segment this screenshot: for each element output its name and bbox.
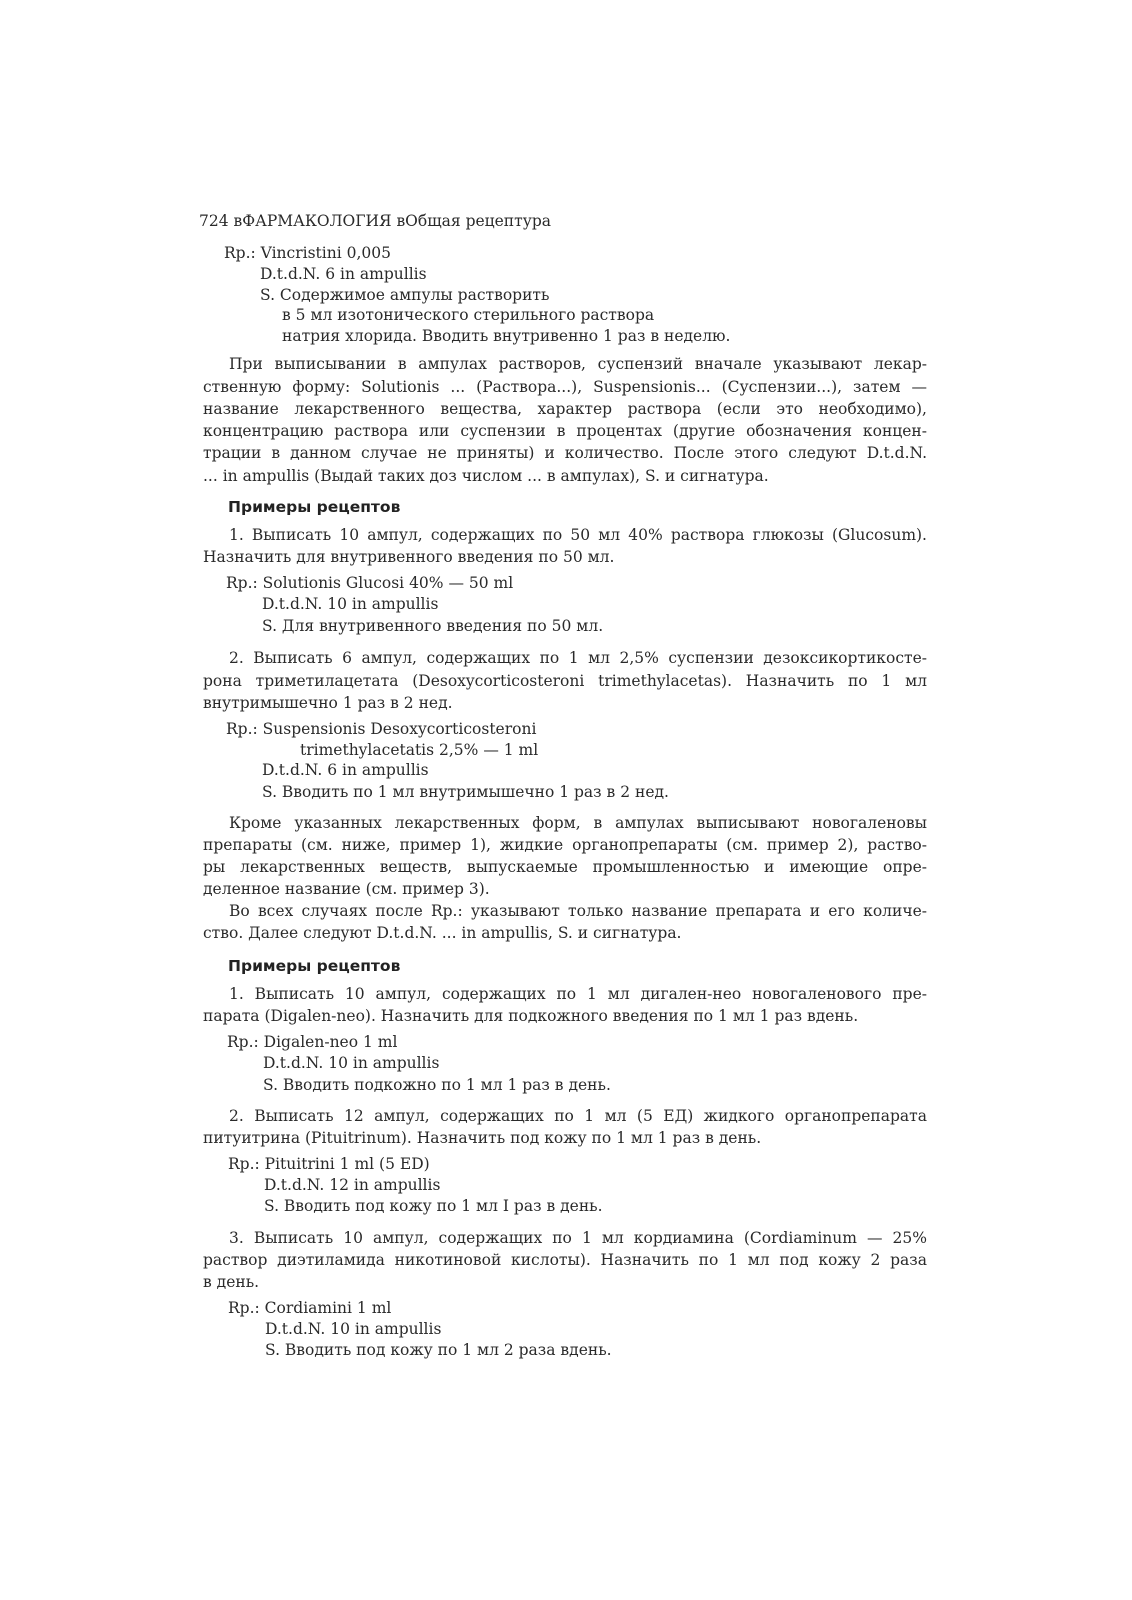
rx-line: S. Содержимое ампулы растворить: [260, 286, 550, 304]
rx-line: Rp.: Pituitrini 1 ml (5 ED): [228, 1155, 430, 1173]
paragraph-line: 2. Выписать 12 ампул, содержащих по 1 мл (5 ЕД) жидкого органопрепарата: [229, 1107, 927, 1125]
paragraph-line: 2. Выписать 6 ампул, содержащих по 1 мл 2,5% суспензии дезоксикортикосте-: [229, 649, 927, 667]
section-heading: Примеры рецептов: [228, 957, 401, 975]
paragraph-line: название лекарственного вещества, характер раствора (если это необходимо),: [203, 400, 927, 418]
rx-line: S. Вводить по 1 мл внутримышечно 1 раз в 2 нед.: [262, 783, 669, 801]
rx-line: Rp.: Cordiamini 1 ml: [228, 1299, 392, 1317]
paragraph-line: 1. Выписать 10 ампул, содержащих по 50 мл 40% раствора глюкозы (Glucosum).: [229, 526, 927, 544]
paragraph-line: Кроме указанных лекарственных форм, в ампулах выписывают новогаленовы: [229, 814, 927, 832]
paragraph-line: ... in ampullis (Выдай таких доз числом ... в ампулах), S. и сигнатура.: [203, 467, 769, 485]
paragraph-line: ство. Далее следуют D.t.d.N. ... in ampullis, S. и сигнатура.: [203, 924, 682, 942]
rx-line: D.t.d.N. 6 in ampullis: [260, 265, 427, 283]
paragraph-line: деленное название (см. пример 3).: [203, 880, 490, 898]
paragraph-line: рона триметилацетата (Desoxycorticosteroni trimethylacetas). Назначить по 1 мл: [203, 672, 927, 690]
paragraph-line: раствор диэтиламида никотиновой кислоты). Назначить по 1 мл под кожу 2 раза: [203, 1251, 927, 1269]
rx-line: в 5 мл изотонического стерильного раствора: [282, 306, 655, 324]
rx-line: D.t.d.N. 10 in ampullis: [265, 1320, 442, 1338]
rx-line: D.t.d.N. 10 in ampullis: [263, 1054, 440, 1072]
rx-line: D.t.d.N. 6 in ampullis: [262, 761, 429, 779]
rx-line: Rp.: Digalen-neo 1 ml: [227, 1033, 398, 1051]
paragraph-line: препараты (см. ниже, пример 1), жидкие органопрепараты (см. пример 2), раство-: [203, 836, 927, 854]
rx-line: Rp.: Suspensionis Desoxycorticosteroni: [226, 720, 537, 738]
paragraph-line: питуитрина (Pituitrinum). Назначить под кожу по 1 мл 1 раз в день.: [203, 1129, 762, 1147]
rx-line: натрия хлорида. Вводить внутривенно 1 раз в неделю.: [282, 327, 731, 345]
paragraph-line: Назначить для внутривенного введения по 50 мл.: [203, 548, 615, 566]
paragraph-line: Во всех случаях после Rp.: указывают только название препарата и его количе-: [229, 902, 927, 920]
paragraph-line: ры лекарственных веществ, выпускаемые промышленностью и имеющие опре-: [203, 858, 927, 876]
paragraph-line: При выписывании в ампулах растворов, суспензий вначале указывают лекар-: [229, 355, 927, 373]
paragraph-line: ственную форму: Solutionis ... (Раствора...), Suspensionis... (Суспензии...), затем —: [203, 378, 927, 396]
rx-line: S. Вводить подкожно по 1 мл 1 раз в день.: [263, 1076, 611, 1094]
section-heading: Примеры рецептов: [228, 498, 401, 516]
rx-line: S. Вводить под кожу по 1 мл 2 раза вдень.: [265, 1341, 612, 1359]
paragraph-line: 1. Выписать 10 ампул, содержащих по 1 мл дигален-нео новогаленового пре-: [229, 985, 927, 1003]
rx-line: Rp.: Solutionis Glucosi 40% — 50 ml: [226, 574, 514, 592]
rx-line: Rp.: Vincristini 0,005: [224, 244, 391, 262]
rx-line: D.t.d.N. 10 in ampullis: [262, 595, 439, 613]
paragraph-line: внутримышечно 1 раз в 2 нед.: [203, 694, 453, 712]
paragraph-line: концентрацию раствора или суспензии в процентах (другие обозначения концен-: [203, 422, 927, 440]
rx-line: D.t.d.N. 12 in ampullis: [264, 1176, 441, 1194]
rx-line: S. Вводить под кожу по 1 мл I раз в день.: [264, 1197, 603, 1215]
rx-line: trimethylacetatis 2,5% — 1 ml: [300, 741, 539, 759]
running-header: 724 вФАРМАКОЛОГИЯ вОбщая рецептура: [199, 212, 551, 230]
rx-line: S. Для внутривенного введения по 50 мл.: [262, 617, 604, 635]
paragraph-line: трации в данном случае не приняты) и количество. После этого следуют D.t.d.N.: [203, 444, 927, 462]
paragraph-line: парата (Digalen-neo). Назначить для подкожного введения по 1 мл 1 раз вдень.: [203, 1007, 859, 1025]
paragraph-line: в день.: [203, 1273, 260, 1291]
paragraph-line: 3. Выписать 10 ампул, содержащих по 1 мл кордиамина (Cordiaminum — 25%: [229, 1229, 927, 1247]
